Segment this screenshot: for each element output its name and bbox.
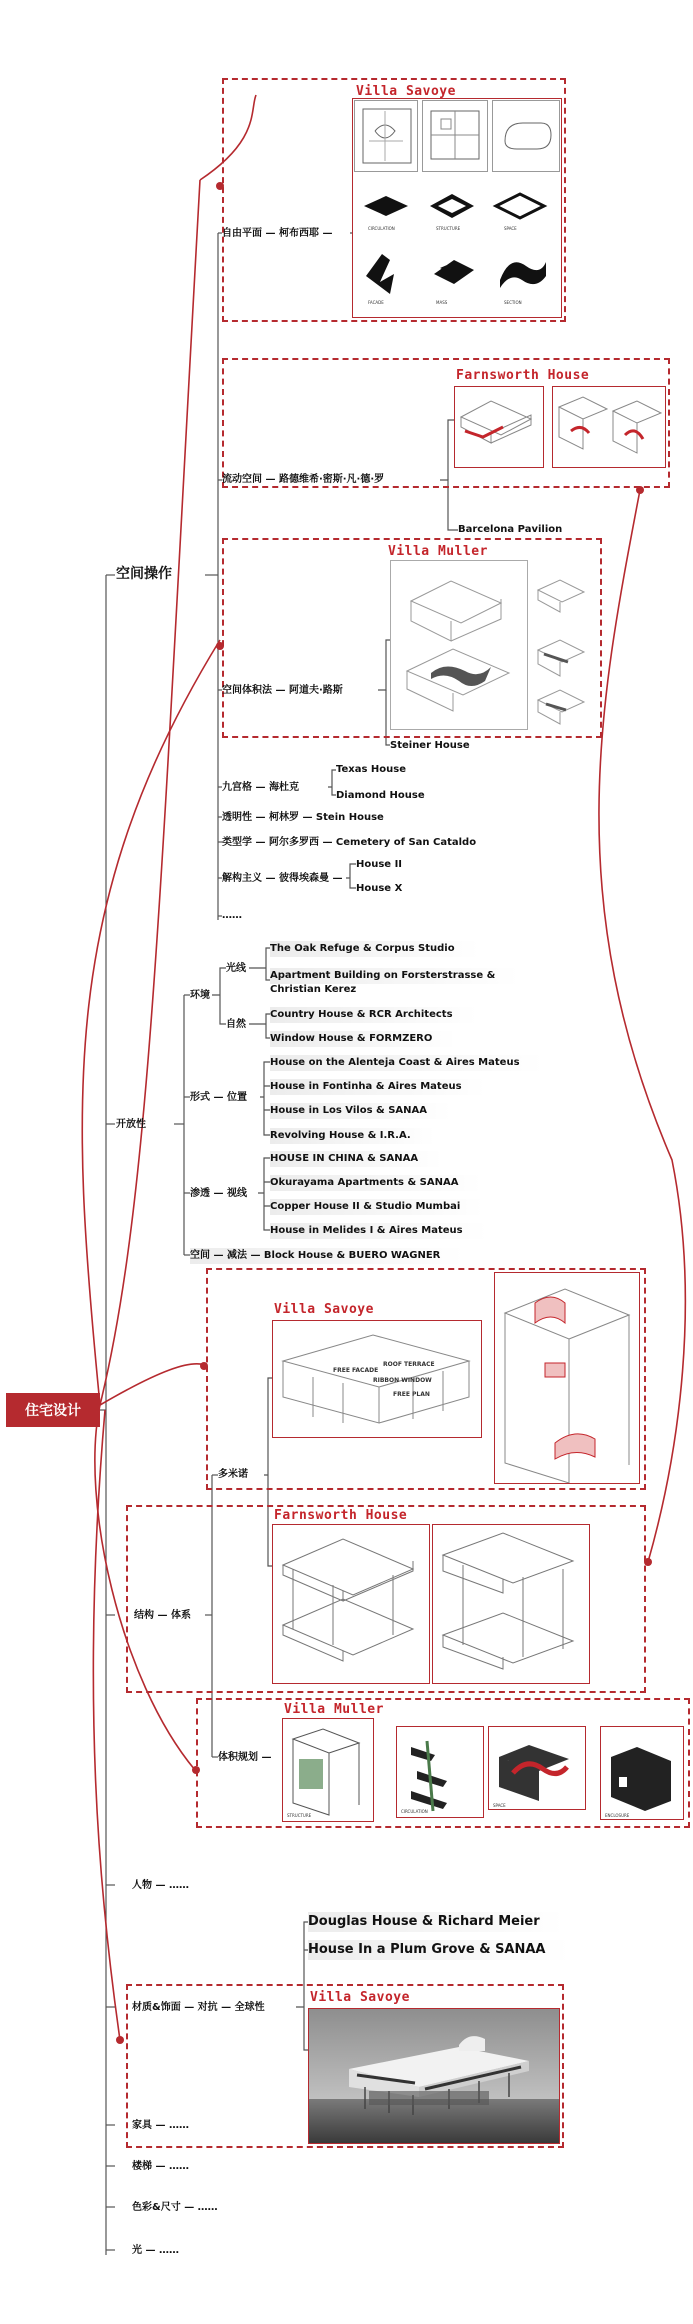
muller-small-axos	[528, 560, 598, 730]
structure-savoye-panel	[272, 1320, 482, 1438]
muller-struct-img-2	[396, 1726, 484, 1818]
red-link-savoye-top	[100, 180, 200, 1405]
muller-struct-img-1	[282, 1718, 374, 1822]
typology-label[interactable]: 类型学 — 阿尔多罗西 — Cemetery of San Cataldo	[222, 837, 477, 848]
house-x-label[interactable]: House X	[356, 883, 403, 894]
branch-furniture[interactable]: 家具 — ……	[132, 2120, 189, 2131]
pen-item-4[interactable]: House in Melides I & Aires Mateus	[270, 1223, 487, 1239]
savoye-cap-3: SPACE	[504, 226, 517, 231]
structure-farnsworth-img-1	[272, 1524, 430, 1684]
form-item-2[interactable]: House in Fontinha & Aires Mateus	[270, 1079, 486, 1095]
structure-savoye-axo	[494, 1272, 640, 1484]
savoye-axo-panel	[354, 176, 560, 316]
savoye-cap-5: MASS	[436, 300, 448, 305]
branch-people[interactable]: 人物 — ……	[132, 1880, 189, 1891]
pen-item-3[interactable]: Copper House II & Studio Mumbai	[270, 1199, 484, 1215]
diamond-house-label[interactable]: Diamond House	[336, 790, 425, 801]
muller-struct-img-4	[600, 1726, 684, 1820]
muller-cap-4: ENCLOSURE	[605, 1813, 630, 1818]
nature-item-2[interactable]: Window House & FORMZERO	[270, 1031, 456, 1047]
savoye-plan-drawing-1	[354, 100, 418, 172]
link-dot	[644, 1558, 652, 1566]
muller-axo-panel	[390, 560, 528, 730]
link-dot	[192, 1766, 200, 1774]
diagram-text-4: FREE PLAN	[393, 1391, 430, 1398]
muller-cap-2: CIRCULATION	[401, 1809, 428, 1814]
branch-material[interactable]: 材质&饰面 — 对抗 — 全球性	[132, 2002, 265, 2013]
steiner-label[interactable]: Steiner House	[390, 740, 470, 751]
nine-square-label[interactable]: 九宫格 — 海杜克	[222, 782, 299, 793]
savoye-title: Villa Savoye	[356, 84, 456, 99]
savoye-cap-6: SECTION	[504, 300, 522, 305]
penetration-label[interactable]: 渗透 — 视线	[190, 1188, 247, 1199]
farnsworth-img-1	[454, 386, 544, 468]
root-node[interactable]: 住宅设计	[6, 1393, 100, 1427]
raumplan-label[interactable]: 空间体积法 — 阿道夫·路斯	[222, 685, 343, 696]
pen-item-1[interactable]: HOUSE IN CHINA & SANAA	[270, 1151, 442, 1167]
form-position-label[interactable]: 形式 — 位置	[190, 1092, 247, 1103]
light-item-3[interactable]: Christian Kerez	[270, 984, 357, 995]
barcelona-label[interactable]: Barcelona Pavilion	[458, 524, 563, 535]
branch-structure[interactable]: 结构 — 体系	[134, 1610, 191, 1621]
form-item-1[interactable]: House on the Alenteja Coast & Aires Mateus	[270, 1055, 544, 1071]
branch-openness[interactable]: 开放性	[116, 1119, 146, 1130]
link-dot	[216, 642, 224, 650]
transparency-label[interactable]: 透明性 — 柯林罗 — Stein House	[222, 812, 384, 823]
branch-space-operation[interactable]: 空间操作	[116, 566, 172, 582]
texas-house-label[interactable]: Texas House	[336, 764, 406, 775]
structure-muller-title: Villa Muller	[284, 1702, 384, 1717]
form-item-3[interactable]: House in Los Vilos & SANAA	[270, 1103, 451, 1119]
diagram-text-1: FREE FACADE	[333, 1367, 379, 1374]
material-savoye-title: Villa Savoye	[310, 1990, 410, 2005]
red-link-savoye-struct	[100, 1364, 205, 1405]
link-dot	[116, 2036, 124, 2044]
diagram-text-2: ROOF TERRACE	[383, 1361, 435, 1368]
house-ii-label[interactable]: House II	[356, 859, 403, 870]
branch-light[interactable]: 光 — ……	[132, 2245, 179, 2256]
pen-item-2[interactable]: Okurayama Apartments & SANAA	[270, 1175, 482, 1191]
structure-farnsworth-img-2	[432, 1524, 590, 1684]
link-dot	[216, 182, 224, 190]
space-more-label: ……	[222, 910, 242, 921]
douglas-house-label[interactable]: Douglas House & Richard Meier	[308, 1912, 564, 1932]
muller-cap-1: STRUCTURE	[287, 1813, 312, 1818]
muller-cap-3: SPACE	[493, 1803, 506, 1808]
muller-struct-img-3	[488, 1726, 586, 1810]
muller-title: Villa Muller	[388, 544, 488, 559]
farnsworth-img-2	[552, 386, 666, 468]
diagram-text-3: RIBBON WINDOW	[373, 1377, 432, 1384]
form-item-4[interactable]: Revolving House & I.R.A.	[270, 1128, 435, 1144]
link-dot	[636, 486, 644, 494]
plum-grove-label[interactable]: House In a Plum Grove & SANAA	[308, 1940, 570, 1960]
light-sub-label[interactable]: 光线	[226, 963, 246, 974]
nature-item-1[interactable]: Country House & RCR Architects	[270, 1007, 477, 1023]
savoye-cap-4: FACADE	[368, 300, 384, 305]
branch-stairs[interactable]: 楼梯 — ……	[132, 2161, 189, 2172]
light-item-1[interactable]: The Oak Refuge & Corpus Studio	[270, 941, 479, 957]
link-dot	[200, 1362, 208, 1370]
savoye-cap-2: STRUCTURE	[436, 226, 461, 231]
domino-label[interactable]: 多米诺	[218, 1469, 248, 1480]
farnsworth-title: Farnsworth House	[456, 368, 590, 383]
volume-plan-label[interactable]: 体积规划 —	[218, 1752, 272, 1763]
material-savoye-photo	[308, 2008, 560, 2144]
savoye-plan-drawing-2	[422, 100, 488, 172]
space-subtract-label[interactable]: 空间 — 减法 — Block House & BUERO WAGNER	[190, 1248, 464, 1264]
savoye-plan-drawing-3	[492, 100, 560, 172]
branch-color-size[interactable]: 色彩&尺寸 — ……	[132, 2202, 218, 2213]
nature-sub-label[interactable]: 自然	[226, 1019, 246, 1030]
free-plan-label[interactable]: 自由平面 — 柯布西耶 —	[222, 228, 333, 239]
structure-savoye-title: Villa Savoye	[274, 1302, 374, 1317]
light-item-2[interactable]: Apartment Building on Forsterstrasse &	[270, 968, 519, 984]
savoye-cap-1: CIRCULATION	[368, 226, 395, 231]
environment-label[interactable]: 环境	[190, 990, 210, 1001]
structure-farnsworth-title: Farnsworth House	[274, 1508, 408, 1523]
flow-space-label[interactable]: 流动空间 — 路德维希·密斯·凡·德·罗	[222, 474, 385, 485]
deconstruction-label[interactable]: 解构主义 — 彼得埃森曼 —	[222, 873, 343, 884]
